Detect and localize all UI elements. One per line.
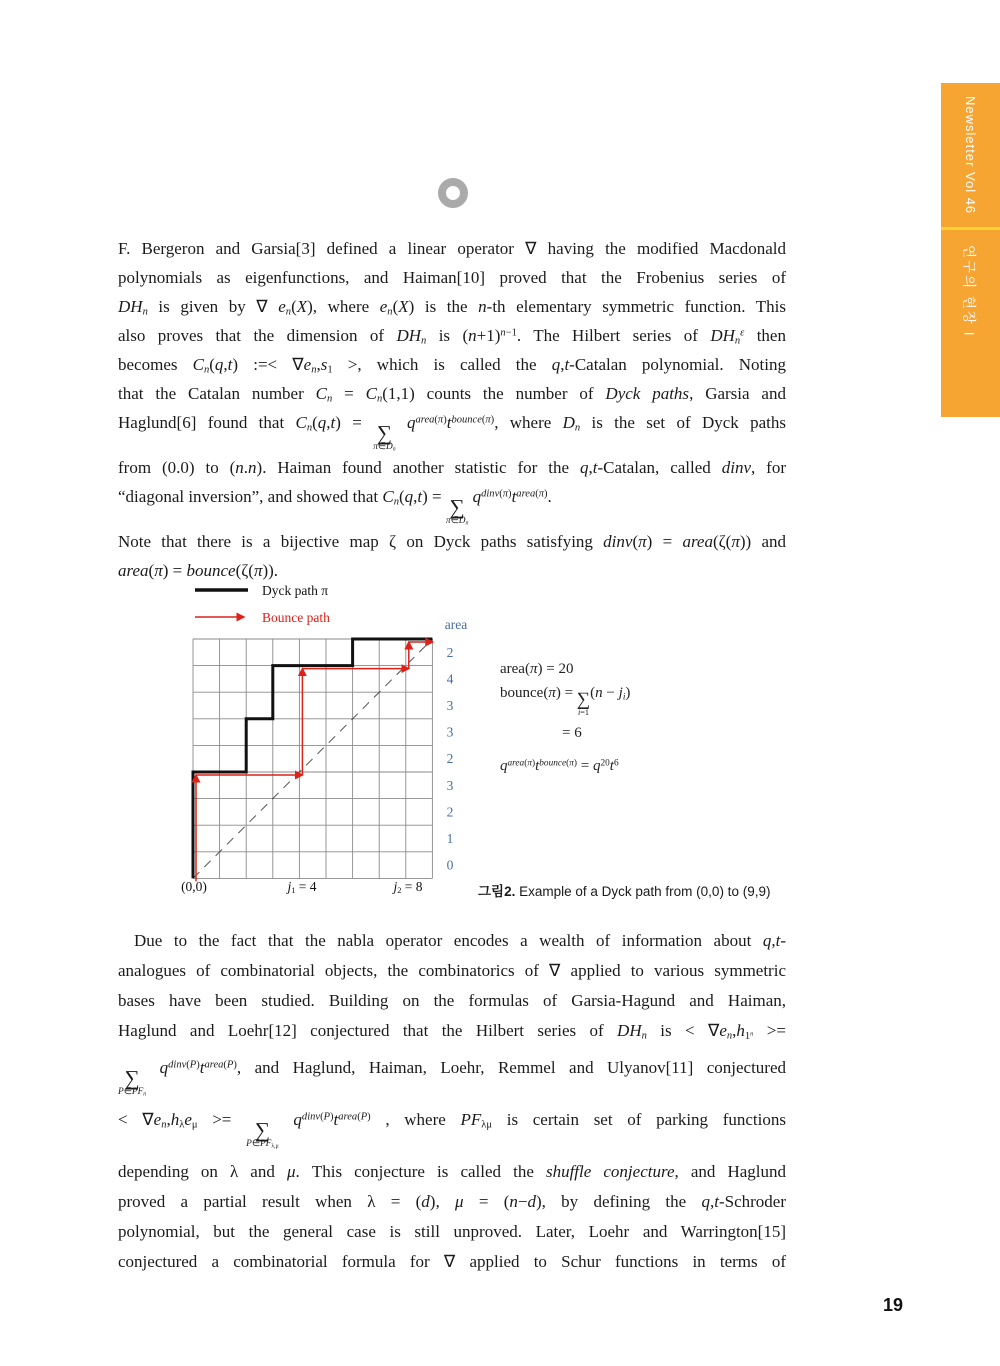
legend xyxy=(195,583,330,625)
equation-line: $q^{area(\pi)}t^{bounce(\pi)} = q^{20}t^6$ xyxy=(500,757,619,774)
equation-line: = 6 xyxy=(562,724,582,741)
text-line: proved a partial result when λ = (d), μ = (n−d), by defining the q,t-Schroder xyxy=(118,1191,786,1211)
text-line: also proves that the dimension of $DH_n$ is $(n+1)^{n-1}$. The Hilbert series of $DH_n^\varepsilon$ then xyxy=(118,326,786,347)
figure-caption-label: 그림2. xyxy=(478,884,516,899)
newsletter-label: Newsletter Vol 46 xyxy=(963,95,978,215)
area-value: 2 xyxy=(446,804,454,820)
equation-line: area(π) = 20 xyxy=(500,661,574,677)
area-value: 2 xyxy=(446,644,454,660)
text-line: Note that there is a bijective map ζ on Dyck paths satisfying dinv(π) = area(ζ(π)) and xyxy=(118,531,787,551)
text-line: “diagonal inversion”, and showed that $C_n(q,t)$ = ∑ $\pi\in D_n$ $q^{dinv(\pi)}t^{area(\pi)}$. xyxy=(118,486,552,527)
area-value: 1 xyxy=(446,831,454,846)
diagonal-line xyxy=(193,639,432,878)
text-line: F. Bergeron and Garsia[3] defined a linear operator ∇ having the modified Macdonald xyxy=(118,239,786,258)
area-column xyxy=(445,617,467,873)
area-value: 3 xyxy=(446,724,454,740)
text-line: ∑ $P\in PF_n$ $q^{dinv(P)}t^{area(P)}$, and Haglund, Haiman, Loehr, Remmel and Ulyanov[11] conjectured xyxy=(118,1058,786,1098)
area-value: 3 xyxy=(446,698,454,713)
text-line: that the Catalan number $C_n = C_n(1,1)$ counts the number of Dyck paths, Garsia and xyxy=(118,384,786,405)
tab-section xyxy=(941,230,1000,417)
paragraph-1 xyxy=(118,234,786,585)
page-number: 19 xyxy=(882,1295,904,1315)
text-line: bases have been studied. Building on the formulas of Garsia-Hagund and Haiman, xyxy=(118,991,786,1010)
text-line: becomes $C_n(q,t)$ :=< $\nabla e_n,s_1$ >, which is called the q,t-Catalan polynomial. Noting xyxy=(118,355,786,376)
text-line: from (0.0) to (n.n). Haiman found another statistic for the q,t-Catalan, called dinv, for xyxy=(118,457,787,477)
section-label: 연구의 현장 I xyxy=(961,245,977,338)
bounce-path xyxy=(196,642,433,881)
donut-icon xyxy=(438,178,468,208)
area-label: area xyxy=(444,617,468,632)
text-line: $DH_n$ is given by ∇ $e_n(X)$, where $e_n(X)$ is the n-th elementary symmetric function. This xyxy=(118,297,786,318)
text-line: conjectured a combinatorial formula for ∇ applied to Schur functions in terms of xyxy=(118,1251,786,1271)
figure-equations xyxy=(500,661,800,782)
dyck-path-figure xyxy=(180,575,480,905)
figure-caption xyxy=(478,880,770,900)
area-value: 0 xyxy=(446,857,454,873)
legend-bounce-label: Bounce path xyxy=(262,610,330,625)
legend-dyck-label: Dyck path π xyxy=(262,583,329,598)
equation-line: bounce(π) = ∑ i=1 $(n - j_i)$ xyxy=(500,685,631,718)
area-value: 2 xyxy=(446,751,454,767)
side-tab xyxy=(941,83,1000,417)
x-axis-label-j2: $j_2 = 8$ xyxy=(393,879,423,896)
x-axis-label-j1: $j_1 = 4$ xyxy=(287,879,317,896)
paragraph-2 xyxy=(118,926,786,1277)
x-axis-label-origin: (0,0) xyxy=(181,879,207,894)
text-line: depending on λ and μ. This conjecture is called the shuffle conjecture, and Haglund xyxy=(118,1161,787,1181)
text-line: analogues of combinatorial objects, the combinatorics of ∇ applied to various symmetric xyxy=(118,961,786,980)
text-line: polynomial, but the general case is still unproved. Later, Loehr and Warrington[15] xyxy=(118,1221,786,1241)
text-line: Haglund[6] found that $C_n(q,t)$ = ∑ $\pi\in D_n$ $q^{area(\pi)}t^{bounce(\pi)}$, where $D_n$ is the set of Dyck paths xyxy=(118,413,786,453)
area-value: 4 xyxy=(446,671,454,687)
text-line: polynomials as eigenfunctions, and Haiman[10] proved that the Frobenius series of xyxy=(118,268,786,287)
area-value: 3 xyxy=(446,777,454,793)
text-line: Haglund and Loehr[12] conjectured that the Hilbert series of $DH_n$ is < $\nabla e_n,h_{1^n}$ >= xyxy=(118,1021,786,1042)
tab-newsletter-section xyxy=(941,83,1000,227)
figure-caption-text: Example of a Dyck path from (0,0) to (9,9) xyxy=(519,884,771,899)
text-line: Due to the fact that the nabla operator encodes a wealth of information about q,t- xyxy=(134,931,786,950)
text-line: < $\nabla e_n,h_\lambda e_\mu$ >= ∑ $P\in PF_{\lambda,\mu}$ $q^{dinv(P)}t^{area(P)}$ , where $PF_{\lambda\mu}$ is certain set of parking functions xyxy=(118,1109,786,1150)
text-line: area(π) = bounce(ζ(π)). xyxy=(118,560,279,580)
